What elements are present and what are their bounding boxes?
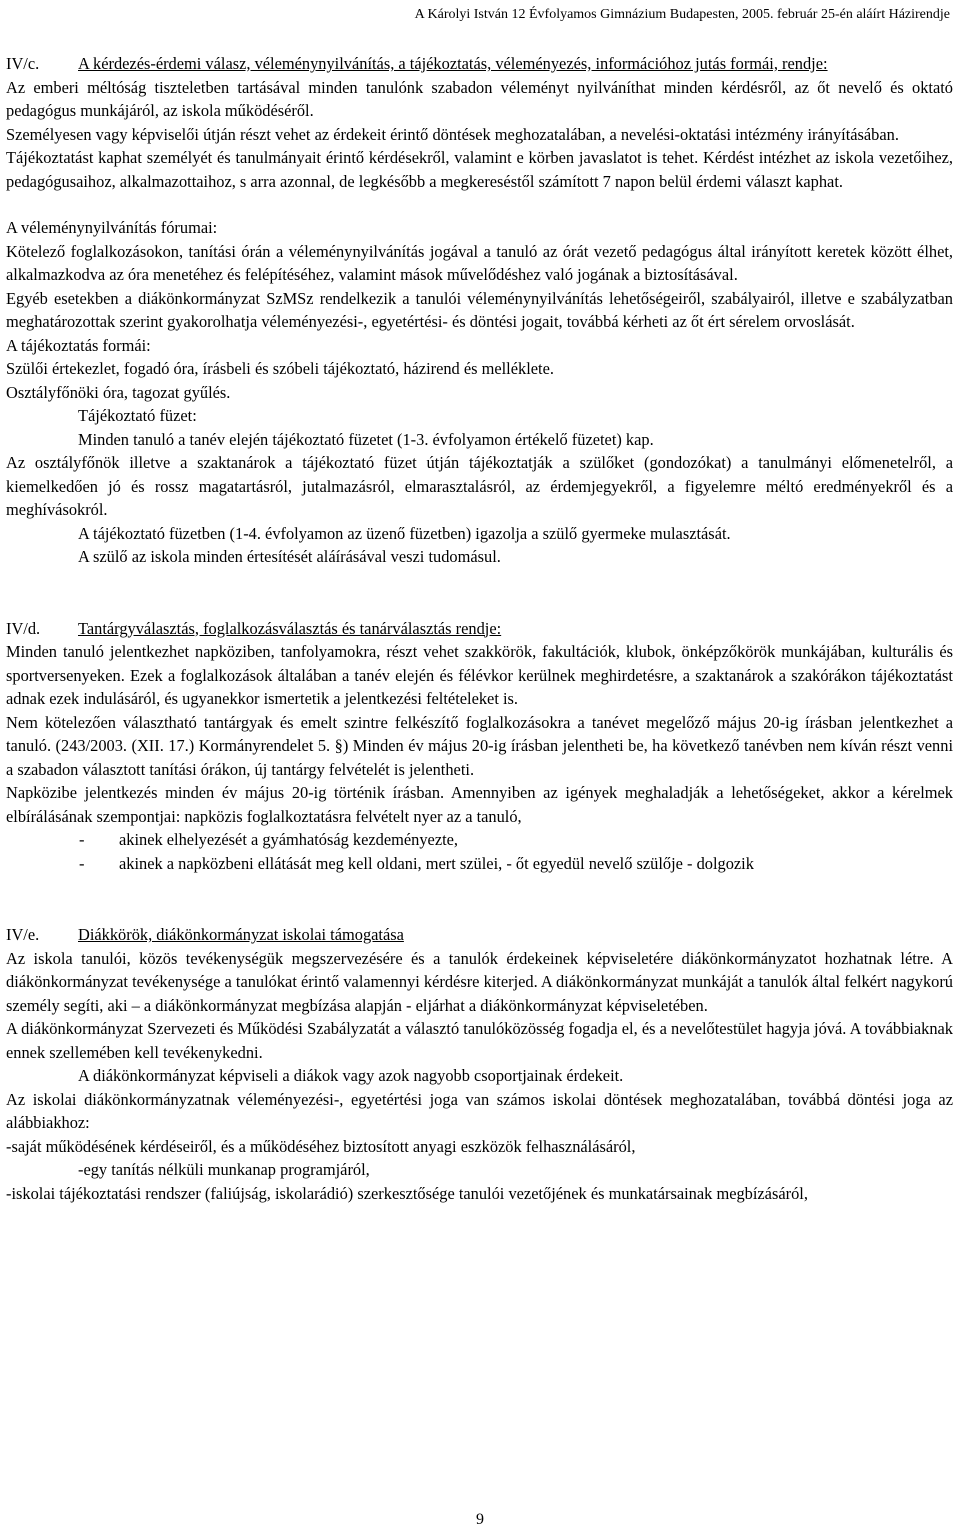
subheading: A véleménynyilvánítás fórumai: bbox=[6, 218, 218, 237]
paragraph: A diákönkormányzat képviseli a diákok vagy azok nagyobb csoportjainak érdekeit. bbox=[78, 1066, 624, 1085]
running-header: A Károlyi István 12 Évfolyamos Gimnázium Budapesten, 2005. február 25-én aláírt Házirendje bbox=[414, 7, 950, 22]
paragraph: A tájékoztató füzetben (1-4. évfolyamon az üzenő füzetben) igazolja a szülő gyermeke mulasztását. bbox=[78, 523, 731, 543]
subheading: Tájékoztató füzet: bbox=[78, 406, 197, 425]
bullet-dash: - bbox=[79, 853, 85, 873]
paragraph: Napközibe jelentkezés minden év május 20-ig történik írásban. Amennyiben az igények meghaladják a lehetőségeket, akkor a kérelmek elbírálásának szempontjai: napközis foglalkoztatásra felvételt nyer az a tanuló, bbox=[6, 783, 953, 826]
paragraph: A diákönkormányzat Szervezeti és Működési Szabályzatát a választó tanulóközösség fogadja el, és a nevelőtestület hagyja jóvá. A továbbiaknak ennek szellemében kell tevékenykedni. bbox=[6, 1019, 953, 1062]
section-title: Diákkörök, diákönkormányzat iskolai támogatása bbox=[78, 925, 404, 944]
paragraph: Az emberi méltóság tiszteletben tartásával minden tanulónk szabadon véleményt nyilváníthat minden kérdésről, az őt nevelő és oktató pedagógus munkájáról, az iskola működéséről. bbox=[6, 77, 953, 120]
section-number: IV/e. bbox=[6, 925, 40, 944]
section-heading-e bbox=[6, 923, 953, 947]
paragraph: Az osztályfőnök illetve a szaktanárok a tájékoztató füzet útján tájékoztatják a szülőket (gondozókat) a tanulmányi előmenetelről, a kiemelkedően jó és rossz magatartásról, jutalmazásról, elmarasztalásról, az érdemjegyekről, a figyelemre méltó eredményekről és a meghívásokról. bbox=[6, 453, 953, 519]
section-title: Tantárgyválasztás, foglalkozásválasztás és tanárválasztás rendje: bbox=[78, 618, 502, 638]
paragraph: Szülői értekezlet, fogadó óra, írásbeli és szóbeli tájékoztató, házirend és melléklete. bbox=[6, 359, 554, 378]
section-number: IV/c. bbox=[6, 54, 40, 73]
paragraph: Tájékoztatást kaphat személyét és tanulmányait érintő kérdésekről, valamint e körben javaslatot is tehet. Kérdést intézhet az iskola vezetőihez, pedagógusaihoz, alkalmazottaihoz, s arra azonnal, de legkésőbb a megkereséstől számított 7 napon belül érdemi választ kaphat. bbox=[6, 148, 953, 191]
paragraph: Nem kötelezően választható tantárgyak és emelt szintre felkészítő foglalkozásokra a tanévet megelőző május 20-ig írásban jelentkezhet a tanuló. (243/2003. (XII. 17.) Kormányrendelet 5. §) Minden év május 20-ig írásban jelentheti be, ha következő tanévben nem kíván részt venni a szabadon választott tanítási órákon, új tantárgy felvételét is jelentheti. bbox=[6, 712, 953, 779]
section-title: A kérdezés-érdemi válasz, véleménynyilvánítás, a tájékoztatás, véleményezés, információhoz jutás formái, rendje: bbox=[78, 54, 828, 73]
page-number: 9 bbox=[476, 1511, 484, 1528]
paragraph: -iskolai tájékoztatási rendszer (faliújság, iskolarádió) szerkesztősége tanulói vezetőjének és munkatársainak megbízásáról, bbox=[6, 1183, 808, 1203]
paragraph: -egy tanítás nélküli munkanap programjáról, bbox=[78, 1160, 370, 1179]
list-item bbox=[6, 852, 953, 876]
section-heading-c bbox=[6, 52, 953, 76]
paragraph: Személyesen vagy képviselői útján részt vehet az érdekeit érintő döntések meghozatalában, a nevelési-oktatási intézmény irányításában. bbox=[6, 124, 899, 144]
subheading: A tájékoztatás formái: bbox=[6, 335, 151, 355]
bullet-dash: - bbox=[79, 830, 85, 849]
paragraph: Minden tanuló a tanév elején tájékoztató füzetet (1-3. évfolyamon értékelő füzetet) kap. bbox=[78, 429, 654, 449]
paragraph: Osztályfőnöki óra, tagozat gyűlés. bbox=[6, 382, 231, 402]
section-number: IV/d. bbox=[6, 618, 41, 638]
section-heading-d bbox=[6, 617, 953, 641]
paragraph: Egyéb esetekben a diákönkormányzat SzMSz rendelkezik a tanulói véleménynyilvánítás lehetőségeiről, szabályairól, illetve e szabályzatban meghatározottak szerint gyakorolhatja véleményezési-, egyetértési- és döntési jogait, továbbá kérheti az őt ért sérelem orvoslását. bbox=[6, 288, 953, 331]
paragraph: Az iskolai diákönkormányzatnak véleményezési-, egyetértési joga van számos iskolai döntések meghozatalában, továbbá döntési joga az alábbiakhoz: bbox=[6, 1089, 953, 1132]
list-item-text: akinek elhelyezését a gyámhatóság kezdeményezte, bbox=[119, 830, 459, 849]
list-item-text: akinek a napközbeni ellátását meg kell oldani, mert szülei, - őt egyedül nevelő szülője - dolgozik bbox=[119, 853, 754, 873]
paragraph: A szülő az iskola minden értesítését aláírásával veszi tudomásul. bbox=[78, 547, 501, 566]
spacer bbox=[6, 569, 953, 617]
list-item bbox=[6, 828, 953, 852]
spacer bbox=[6, 193, 953, 216]
paragraph: -saját működésének kérdéseiről, és a működéséhez biztosított anyagi eszközök felhasználásáról, bbox=[6, 1136, 636, 1156]
document-body bbox=[6, 52, 953, 1205]
paragraph: Kötelező foglalkozásokon, tanítási órán a véleménynyilvánítás jogával a tanuló az órát vezető pedagógus által irányított keretek között élhet, alkalmazkodva az óra menetéhez és felépítéséhez, valamint mások művelődéshez való jogának a biztosításával. bbox=[6, 241, 953, 284]
paragraph: Az iskola tanulói, közös tevékenységük megszervezésére és a tanulók érdekeinek képviseletére diákönkormányzatot hozhatnak létre. A diákönkormányzat tevékenysége a tanulókat érintő valamennyi kérdésre kiterjed. A diákönkormányzat munkáját a tanulók által felkért nagykorú személy segíti, aki – a diákönkormányzat megbízása alapján - eljárhat a diákönkormányzat képviseletében. bbox=[6, 948, 953, 1015]
paragraph: Minden tanuló jelentkezhet napköziben, tanfolyamokra, részt vehet szakkörök, fakultációk, klubok, önképzőkörök munkájában, kulturális és sportversenyeken. Ezek a foglalkozások általában a tanév elején és félévkor kerülnek meghirdetésre, a szaktanárok a szakórákon tájékoztatást adnak ezek indulásáról, és ugyanekkor ismertetik a jelentkezési feltételeket is. bbox=[6, 642, 953, 708]
spacer bbox=[6, 875, 953, 923]
